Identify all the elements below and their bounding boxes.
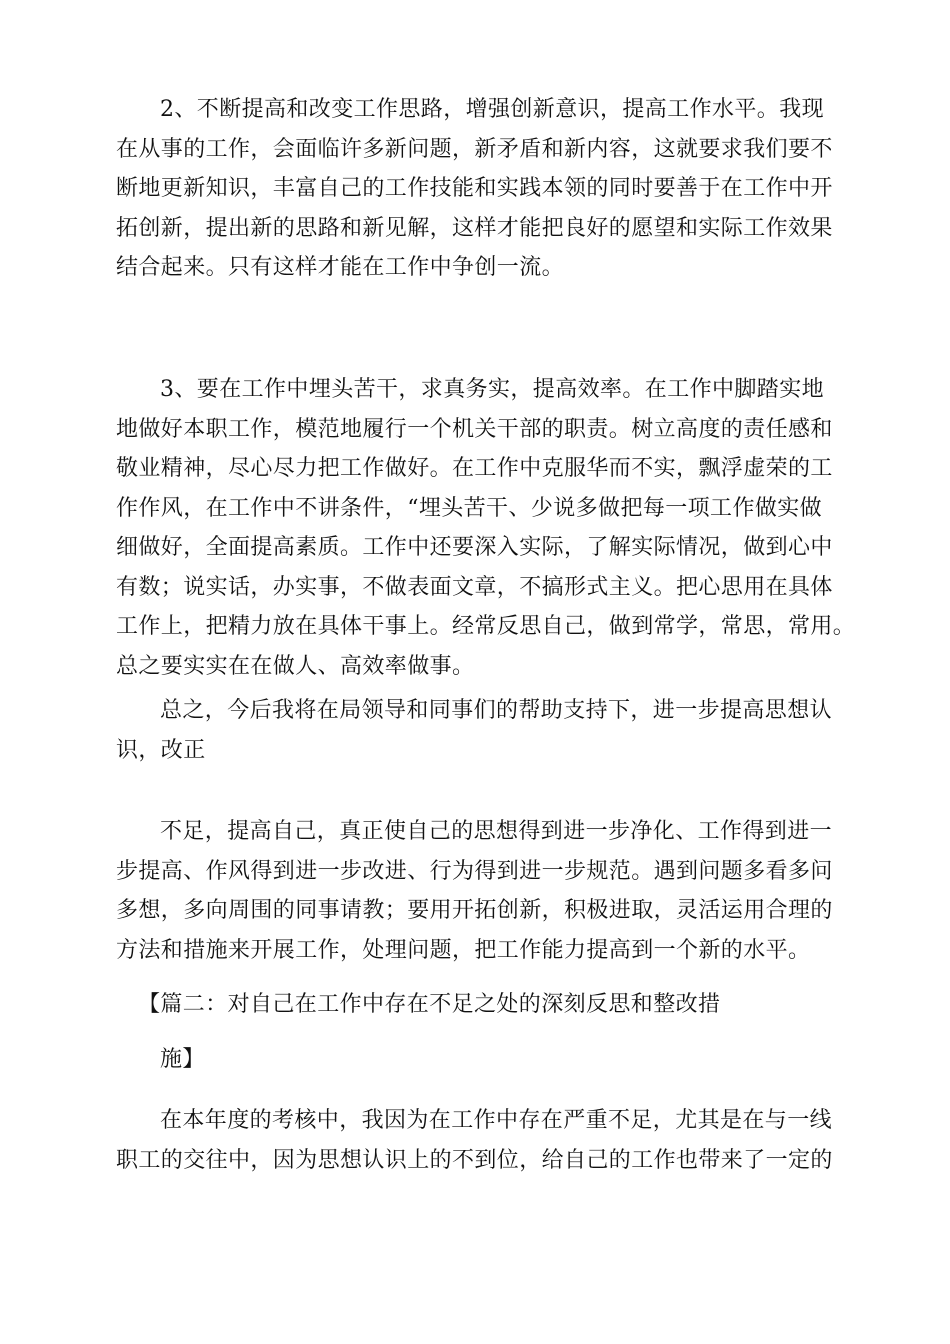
text-line: 拓创新，提出新的思路和新见解，这样才能把良好的愿望和实际工作效果 [116, 215, 833, 241]
text-line: 多想，多向周围的同事请教；要用开拓创新，积极进取，灵活运用合理的 [116, 898, 833, 923]
text-line: 方法和措施来开展工作，处理问题，把工作能力提高到一个新的水平。 [116, 937, 811, 963]
text-line: 总之要实实在在做人、高效率做事。 [116, 653, 475, 679]
text-line: 在从事的工作，会面临许多新问题，新矛盾和新内容，这就要求我们要不 [116, 136, 833, 162]
text-line: 细做好，全面提高素质。工作中还要深入实际，了解实际情况，做到心中 [116, 535, 833, 560]
paragraph-intro [116, 1101, 836, 1180]
text-line: 断地更新知识，丰富自己的工作技能和实践本领的同时要善于在工作中开 [116, 176, 833, 201]
text-line: 职工的交往中，因为思想认识上的不到位，给自己的工作也带来了一定的 [116, 1147, 833, 1173]
text-line: 工作上，把精力放在具体干事上。经常反思自己，做到常学，常思，常用。 [116, 614, 856, 639]
heading-line: 施】 [160, 1047, 205, 1072]
section-heading-continued [116, 1040, 836, 1080]
text-line: 敬业精神，尽心尽力把工作做好。在工作中克服华而不实，飘浮虚荣的工 [116, 456, 833, 481]
text-line: 地做好本职工作，模范地履行一个机关干部的职责。树立高度的责任感和 [116, 416, 833, 442]
text-line: 2、不断提高和改变工作思路，增强创新意识，提高工作水平。我现 [160, 97, 824, 122]
paragraph-summary [116, 691, 836, 770]
text-line: 总之，今后我将在局领导和同事们的帮助支持下，进一步提高思想认 [160, 698, 833, 723]
paragraph-3 [116, 370, 856, 686]
section-heading [116, 985, 836, 1025]
paragraph-continue [116, 812, 836, 970]
text-line: 3、要在工作中埋头苦干，求真务实，提高效率。在工作中脚踏实地 [160, 377, 824, 402]
heading-line: 【篇二：对自己在工作中存在不足之处的深刻反思和整改措 [138, 992, 721, 1017]
text-line: 不足，提高自己，真正使自己的思想得到进一步净化、工作得到进一 [160, 819, 833, 844]
text-line: 步提高、作风得到进一步改进、行为得到进一步规范。遇到问题多看多问 [116, 858, 833, 884]
text-line: 识，改正 [116, 737, 206, 763]
text-line: 在本年度的考核中，我因为在工作中存在严重不足，尤其是在与一线 [160, 1108, 833, 1133]
text-line: 有数；说实话，办实事，不做表面文章，不搞形式主义。把心思用在具体 [116, 574, 833, 600]
text-line: 结合起来。只有这样才能在工作中争创一流。 [116, 255, 565, 280]
paragraph-2 [116, 90, 836, 288]
text-line: 作作风，在工作中不讲条件，“埋头苦干、少说多做把每一项工作做实做 [116, 495, 823, 521]
